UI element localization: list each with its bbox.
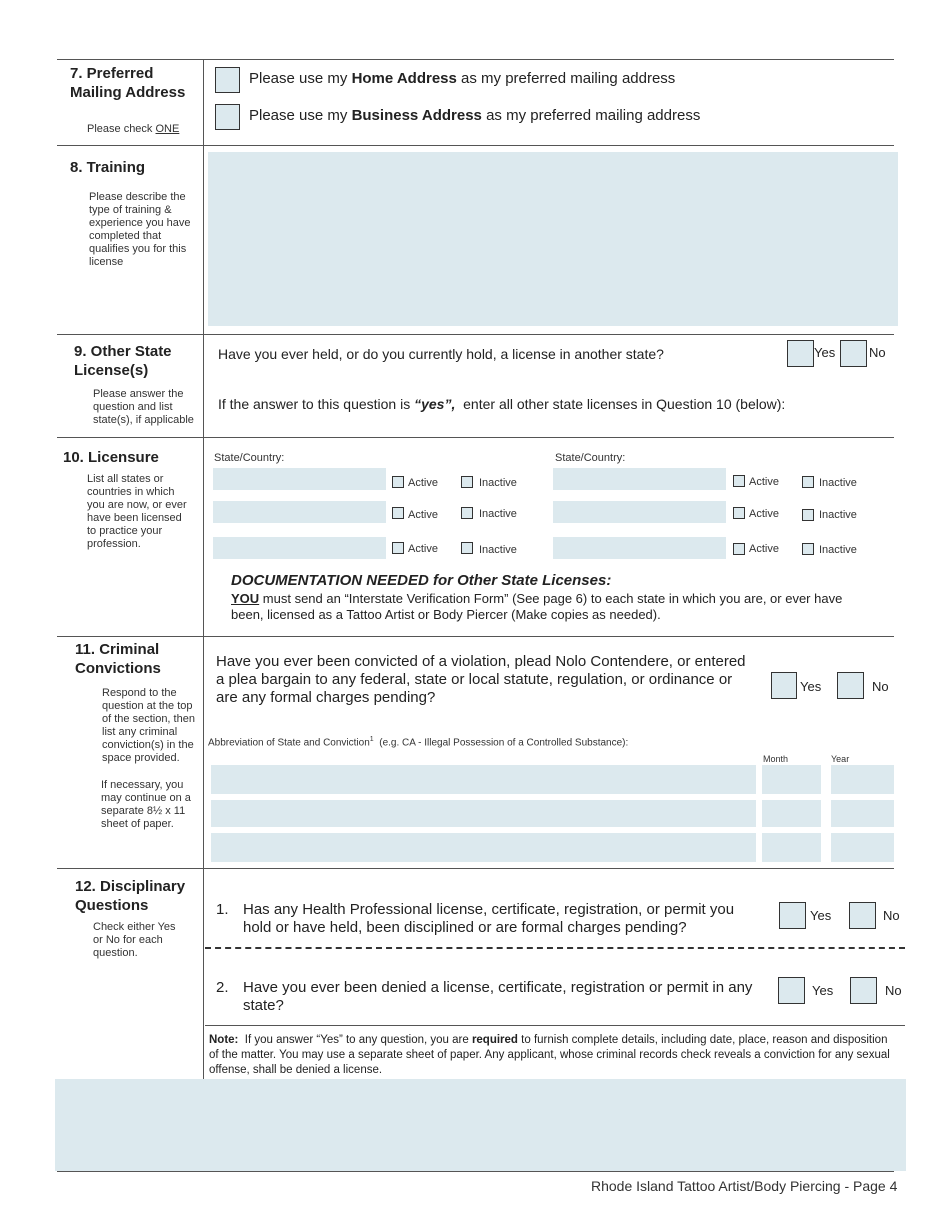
criminal-no-checkbox[interactable] <box>837 672 864 699</box>
inactive-checkbox[interactable] <box>802 509 814 521</box>
home-address-checkbox[interactable] <box>215 67 240 93</box>
conviction-year-input[interactable] <box>831 765 894 794</box>
section-12-desc: Check either Yes or No for each question. <box>93 921 176 959</box>
section-7-title: 7. Preferred Mailing Address <box>70 65 186 101</box>
state-country-input[interactable] <box>553 468 726 490</box>
active-label: Active <box>408 477 438 489</box>
inactive-label: Inactive <box>479 508 517 520</box>
conviction-input[interactable] <box>211 833 756 862</box>
rule-bottom <box>57 1171 894 1172</box>
section-10-title: 10. Licensure <box>63 449 159 466</box>
documentation-heading: DOCUMENTATION NEEDED for Other State Licenses: <box>231 572 612 589</box>
rule-s11 <box>57 636 894 637</box>
inactive-checkbox[interactable] <box>461 542 473 554</box>
section-8-desc: Please describe the type of training & experience you have completed that qualifies you for this license <box>89 191 191 268</box>
active-label: Active <box>408 509 438 521</box>
section-9-title: 9. Other State License(s) <box>74 343 172 379</box>
discipline-q1-no-label: No <box>883 908 900 923</box>
criminal-yes-label: Yes <box>800 679 822 694</box>
conviction-input[interactable] <box>211 765 756 794</box>
conviction-month-input[interactable] <box>762 833 821 862</box>
criminal-yes-checkbox[interactable] <box>771 672 797 699</box>
documentation-text: YOU must send an “Interstate Verification Form” (See page 6) to each state in which you are, or ever have been, licensed as a Tattoo Artist or Body Piercer (Make copies as needed). <box>231 591 843 622</box>
discipline-q2-text: Have you ever been denied a license, certificate, registration or permit in any state? <box>243 979 753 1014</box>
discipline-q1-yes-label: Yes <box>810 908 832 923</box>
home-address-label: Please use my Home Address as my preferred mailing address <box>249 70 676 87</box>
training-textarea[interactable] <box>208 152 898 326</box>
inactive-label: Inactive <box>479 477 517 489</box>
section-10-desc: List all states or countries in which you are now, or ever have been licensed to practice your profession. <box>87 473 187 550</box>
other-state-no-label: No <box>869 345 886 360</box>
rule-s10 <box>57 437 894 438</box>
active-checkbox[interactable] <box>733 543 745 555</box>
business-address-checkbox[interactable] <box>215 104 240 130</box>
section-8-title: 8. Training <box>70 159 146 176</box>
section-11-title: 11. Criminal Convictions <box>75 641 161 677</box>
discipline-q2-number: 2. <box>216 979 229 996</box>
section-9-desc: Please answer the question and list state(s), if applicable <box>93 388 194 426</box>
active-checkbox[interactable] <box>733 507 745 519</box>
conviction-month-input[interactable] <box>762 800 821 827</box>
state-country-label-left: State/Country: <box>214 452 285 464</box>
rule-s9 <box>57 334 894 335</box>
inactive-checkbox[interactable] <box>461 507 473 519</box>
discipline-q1-no-checkbox[interactable] <box>849 902 876 929</box>
conviction-year-input[interactable] <box>831 833 894 862</box>
column-divider <box>203 59 204 1079</box>
rule-top <box>57 59 894 60</box>
state-country-input[interactable] <box>213 501 386 523</box>
discipline-q2-yes-label: Yes <box>812 983 834 998</box>
active-label: Active <box>408 543 438 555</box>
section-11-desc-1: Respond to the question at the top of the section, then list any criminal conviction(s) in the space provided. <box>102 687 195 764</box>
other-state-yes-label: Yes <box>814 345 836 360</box>
rule-s12 <box>57 868 894 869</box>
inactive-label: Inactive <box>819 477 857 489</box>
details-textarea[interactable] <box>55 1079 906 1171</box>
conviction-input[interactable] <box>211 800 756 827</box>
business-address-label: Please use my Business Address as my preferred mailing address <box>249 107 701 124</box>
conviction-month-input[interactable] <box>762 765 821 794</box>
conviction-abbrev-label: Abbreviation of State and Conviction$^1$ (e.g. CA - Illegal Possession of a Controlled Substance): <box>208 736 629 749</box>
state-country-input[interactable] <box>213 537 386 559</box>
inactive-label: Inactive <box>479 544 517 556</box>
discipline-q2-no-checkbox[interactable] <box>850 977 877 1004</box>
discipline-q1-yes-checkbox[interactable] <box>779 902 806 929</box>
active-checkbox[interactable] <box>733 475 745 487</box>
inactive-checkbox[interactable] <box>802 476 814 488</box>
year-label: Year <box>831 754 850 764</box>
state-country-input[interactable] <box>553 537 726 559</box>
month-label: Month <box>763 754 789 764</box>
other-state-yes-checkbox[interactable] <box>787 340 814 367</box>
discipline-q2-no-label: No <box>885 983 902 998</box>
other-state-question: Have you ever held, or do you currently hold, a license in another state? <box>218 346 664 362</box>
active-checkbox[interactable] <box>392 507 404 519</box>
question-dashed-divider <box>205 947 905 949</box>
inactive-label: Inactive <box>819 509 857 521</box>
active-checkbox[interactable] <box>392 476 404 488</box>
active-label: Active <box>749 476 779 488</box>
note-divider <box>205 1025 905 1026</box>
page-footer: Rhode Island Tattoo Artist/Body Piercing - Page 4 <box>591 1178 898 1194</box>
state-country-input[interactable] <box>213 468 386 490</box>
criminal-no-label: No <box>872 679 889 694</box>
other-state-note: If the answer to this question is “yes”, enter all other state licenses in Question 10 (below): <box>218 396 786 412</box>
section-11-desc-2: If necessary, you may continue on a separate 8½ x 11 sheet of paper. <box>101 779 191 830</box>
state-country-label-right: State/Country: <box>555 452 626 464</box>
other-state-no-checkbox[interactable] <box>840 340 867 367</box>
active-label: Active <box>749 508 779 520</box>
discipline-q1-number: 1. <box>216 901 229 918</box>
discipline-q1-text: Has any Health Professional license, certificate, registration, or permit you hold or have held, been disciplined or are formal charges pending? <box>243 901 735 936</box>
active-checkbox[interactable] <box>392 542 404 554</box>
inactive-label: Inactive <box>819 544 857 556</box>
conviction-year-input[interactable] <box>831 800 894 827</box>
active-label: Active <box>749 543 779 555</box>
section-7-desc: Please check ONE <box>87 123 180 135</box>
rule-s8 <box>57 145 894 146</box>
section-12-title: 12. Disciplinary Questions <box>75 878 186 914</box>
criminal-question: Have you ever been convicted of a violation, plead Nolo Contendere, or entered a plea bargain to any federal, state or local statute, regulation, or ordinance or are any formal charges pending? <box>216 653 746 706</box>
inactive-checkbox[interactable] <box>802 543 814 555</box>
inactive-checkbox[interactable] <box>461 476 473 488</box>
discipline-q2-yes-checkbox[interactable] <box>778 977 805 1004</box>
disclosure-note: Note: If you answer “Yes” to any question, you are required to furnish complete details, including date, place, reason and disposition of the matter. You may use a separate sheet of paper. Any applicant, whose criminal records check reveals a conviction for any sexual offense, shall be denied a license. <box>209 1034 890 1076</box>
state-country-input[interactable] <box>553 501 726 523</box>
